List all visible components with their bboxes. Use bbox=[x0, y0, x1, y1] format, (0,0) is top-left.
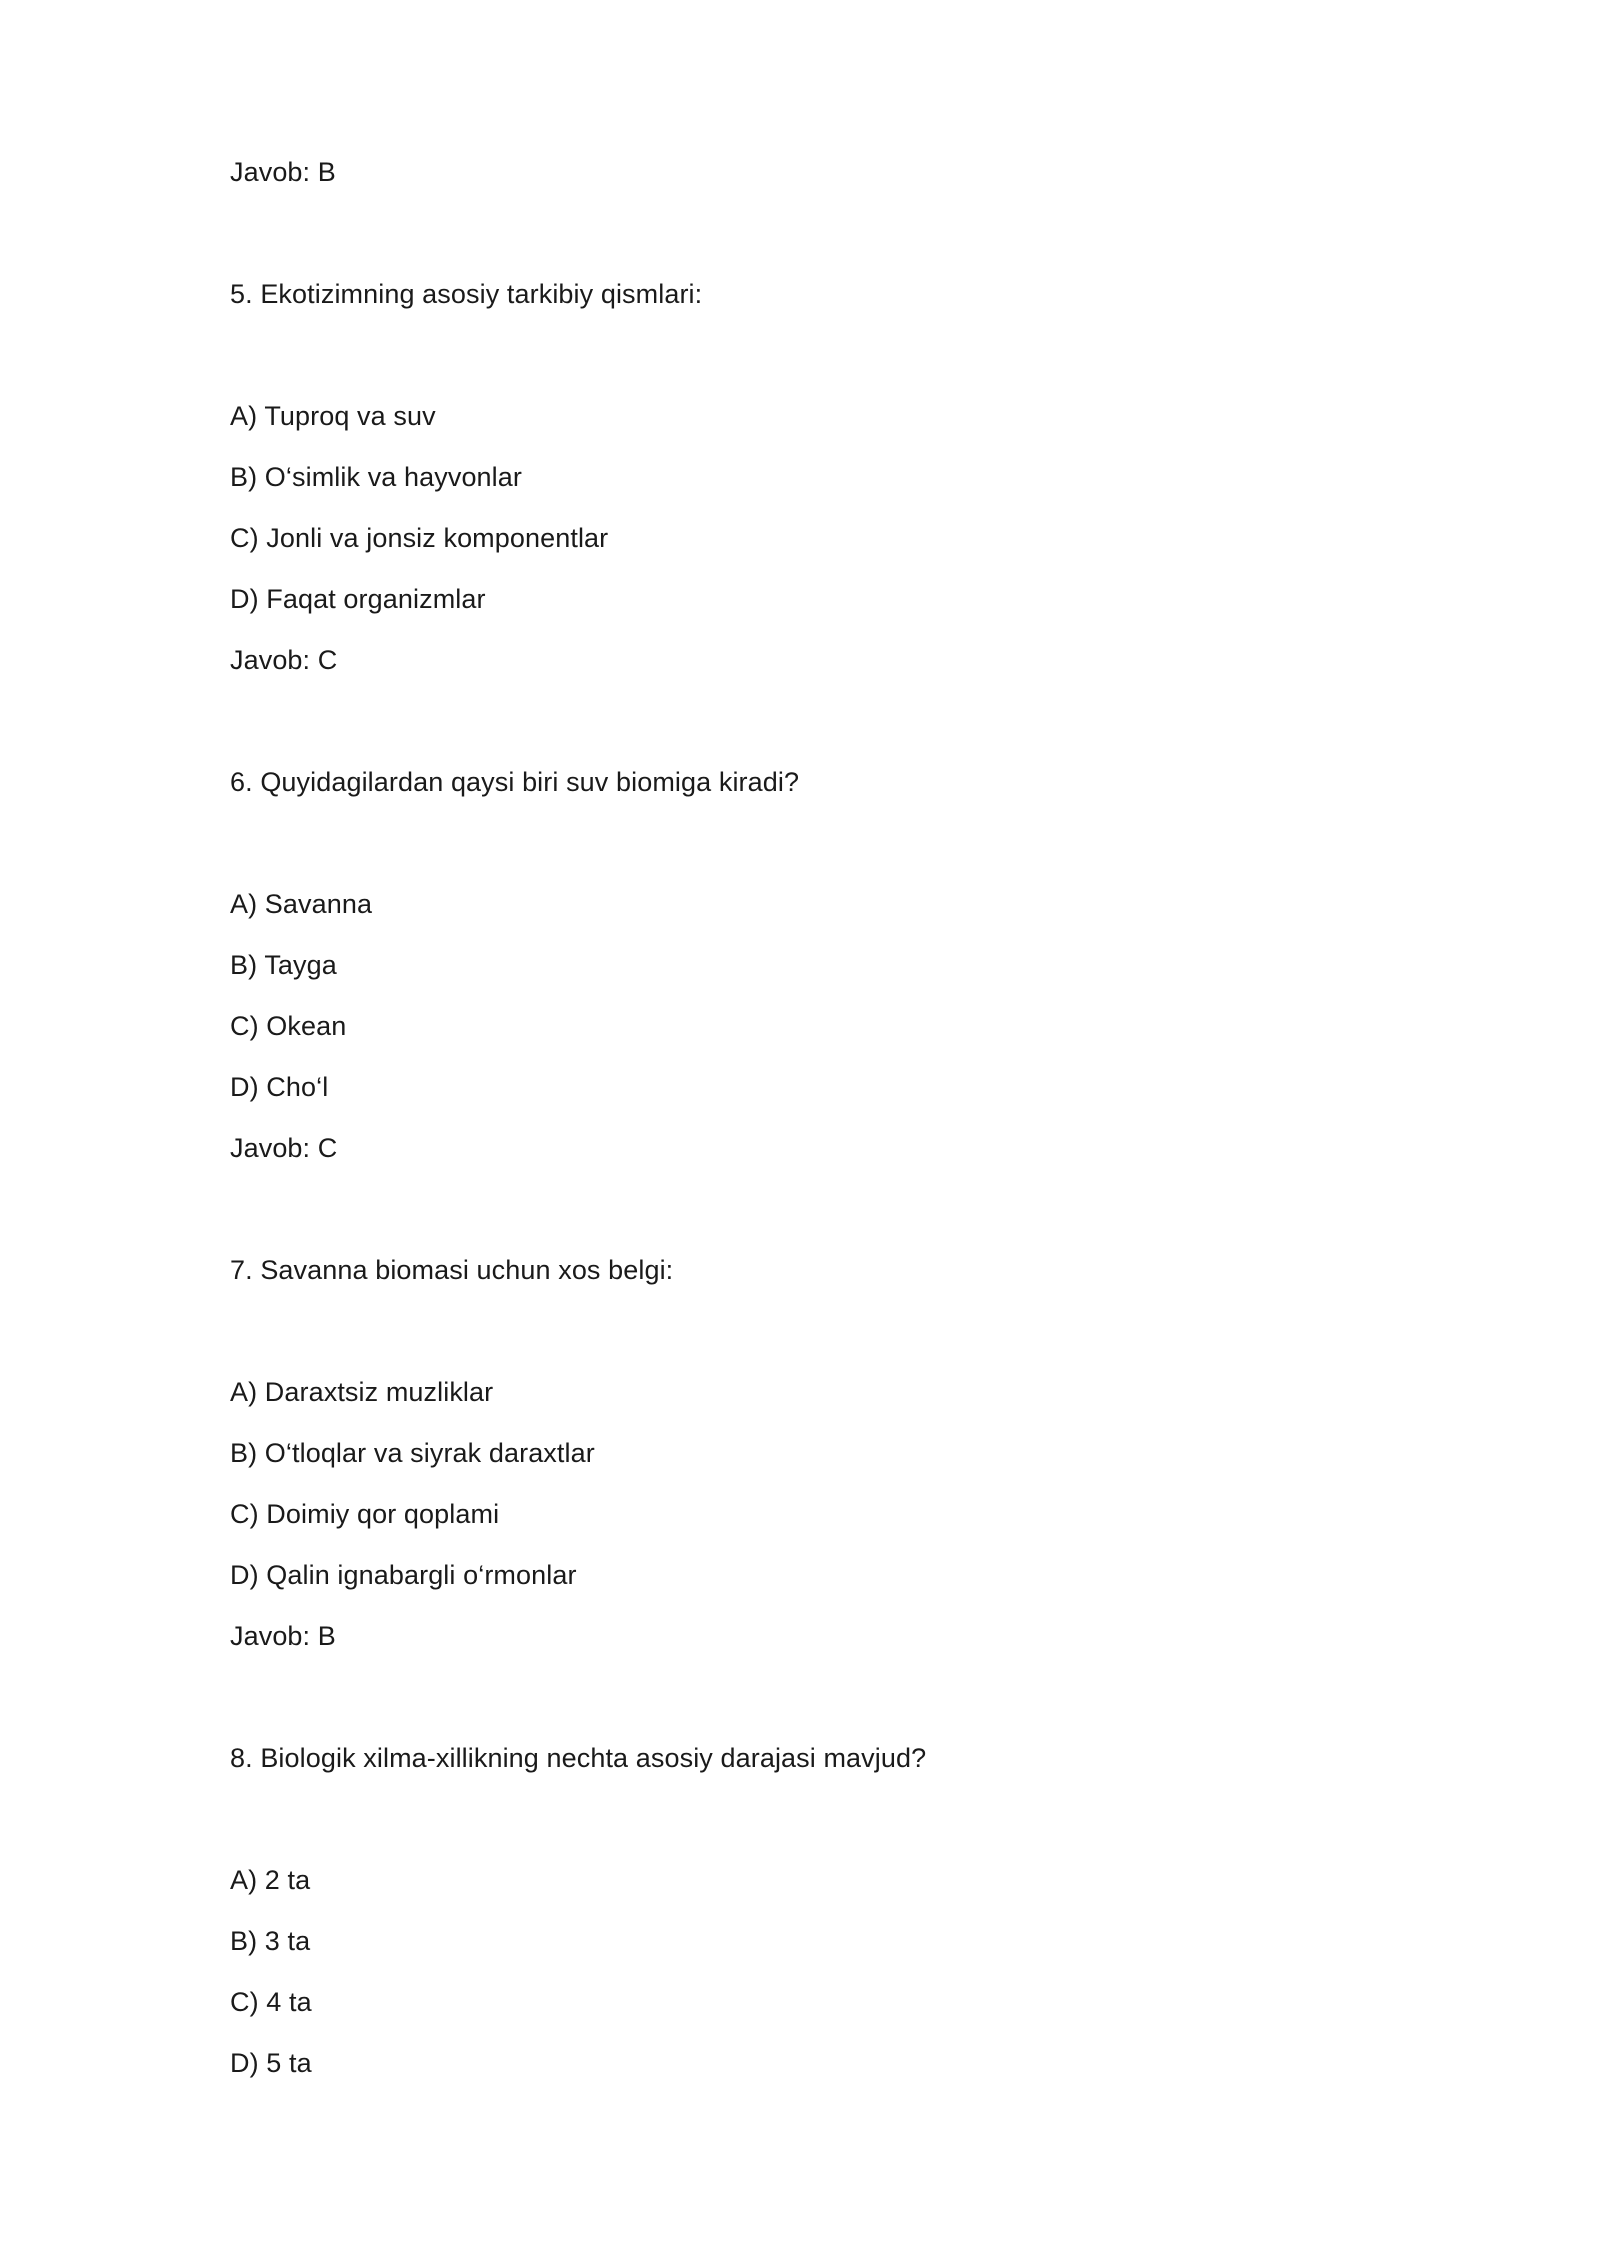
option-line: D) Faqat organizmlar bbox=[230, 584, 486, 614]
question-title: 5. Ekotizimning asosiy tarkibiy qismlari: bbox=[230, 279, 703, 309]
option-line: D) Cho‘l bbox=[230, 1072, 329, 1102]
option-line: A) 2 ta bbox=[230, 1865, 311, 1895]
answer-line: Javob: C bbox=[230, 1133, 338, 1163]
option-line: B) 3 ta bbox=[230, 1926, 311, 1956]
question-title: 6. Quyidagilardan qaysi biri suv biomiga kiradi? bbox=[230, 767, 800, 797]
option-line: B) O‘tloqlar va siyrak daraxtlar bbox=[230, 1438, 595, 1468]
answer-line: Javob: C bbox=[230, 645, 338, 675]
option-line: B) Tayga bbox=[230, 950, 337, 980]
option-line: A) Daraxtsiz muzliklar bbox=[230, 1377, 494, 1407]
option-line: C) Okean bbox=[230, 1011, 347, 1041]
option-line: C) Jonli va jonsiz komponentlar bbox=[230, 523, 609, 553]
answer-line: Javob: B bbox=[230, 157, 336, 187]
option-line: A) Savanna bbox=[230, 889, 373, 919]
option-line: A) Tuproq va suv bbox=[230, 401, 436, 431]
option-line: C) Doimiy qor qoplami bbox=[230, 1499, 500, 1529]
option-line: C) 4 ta bbox=[230, 1987, 312, 2017]
question-title: 7. Savanna biomasi uchun xos belgi: bbox=[230, 1255, 674, 1285]
question-title: 8. Biologik xilma-xillikning nechta asosiy darajasi mavjud? bbox=[230, 1743, 927, 1773]
option-line: B) O‘simlik va hayvonlar bbox=[230, 462, 522, 492]
option-line: D) Qalin ignabargli o‘rmonlar bbox=[230, 1560, 577, 1590]
answer-line: Javob: B bbox=[230, 1621, 336, 1651]
option-line: D) 5 ta bbox=[230, 2048, 312, 2078]
